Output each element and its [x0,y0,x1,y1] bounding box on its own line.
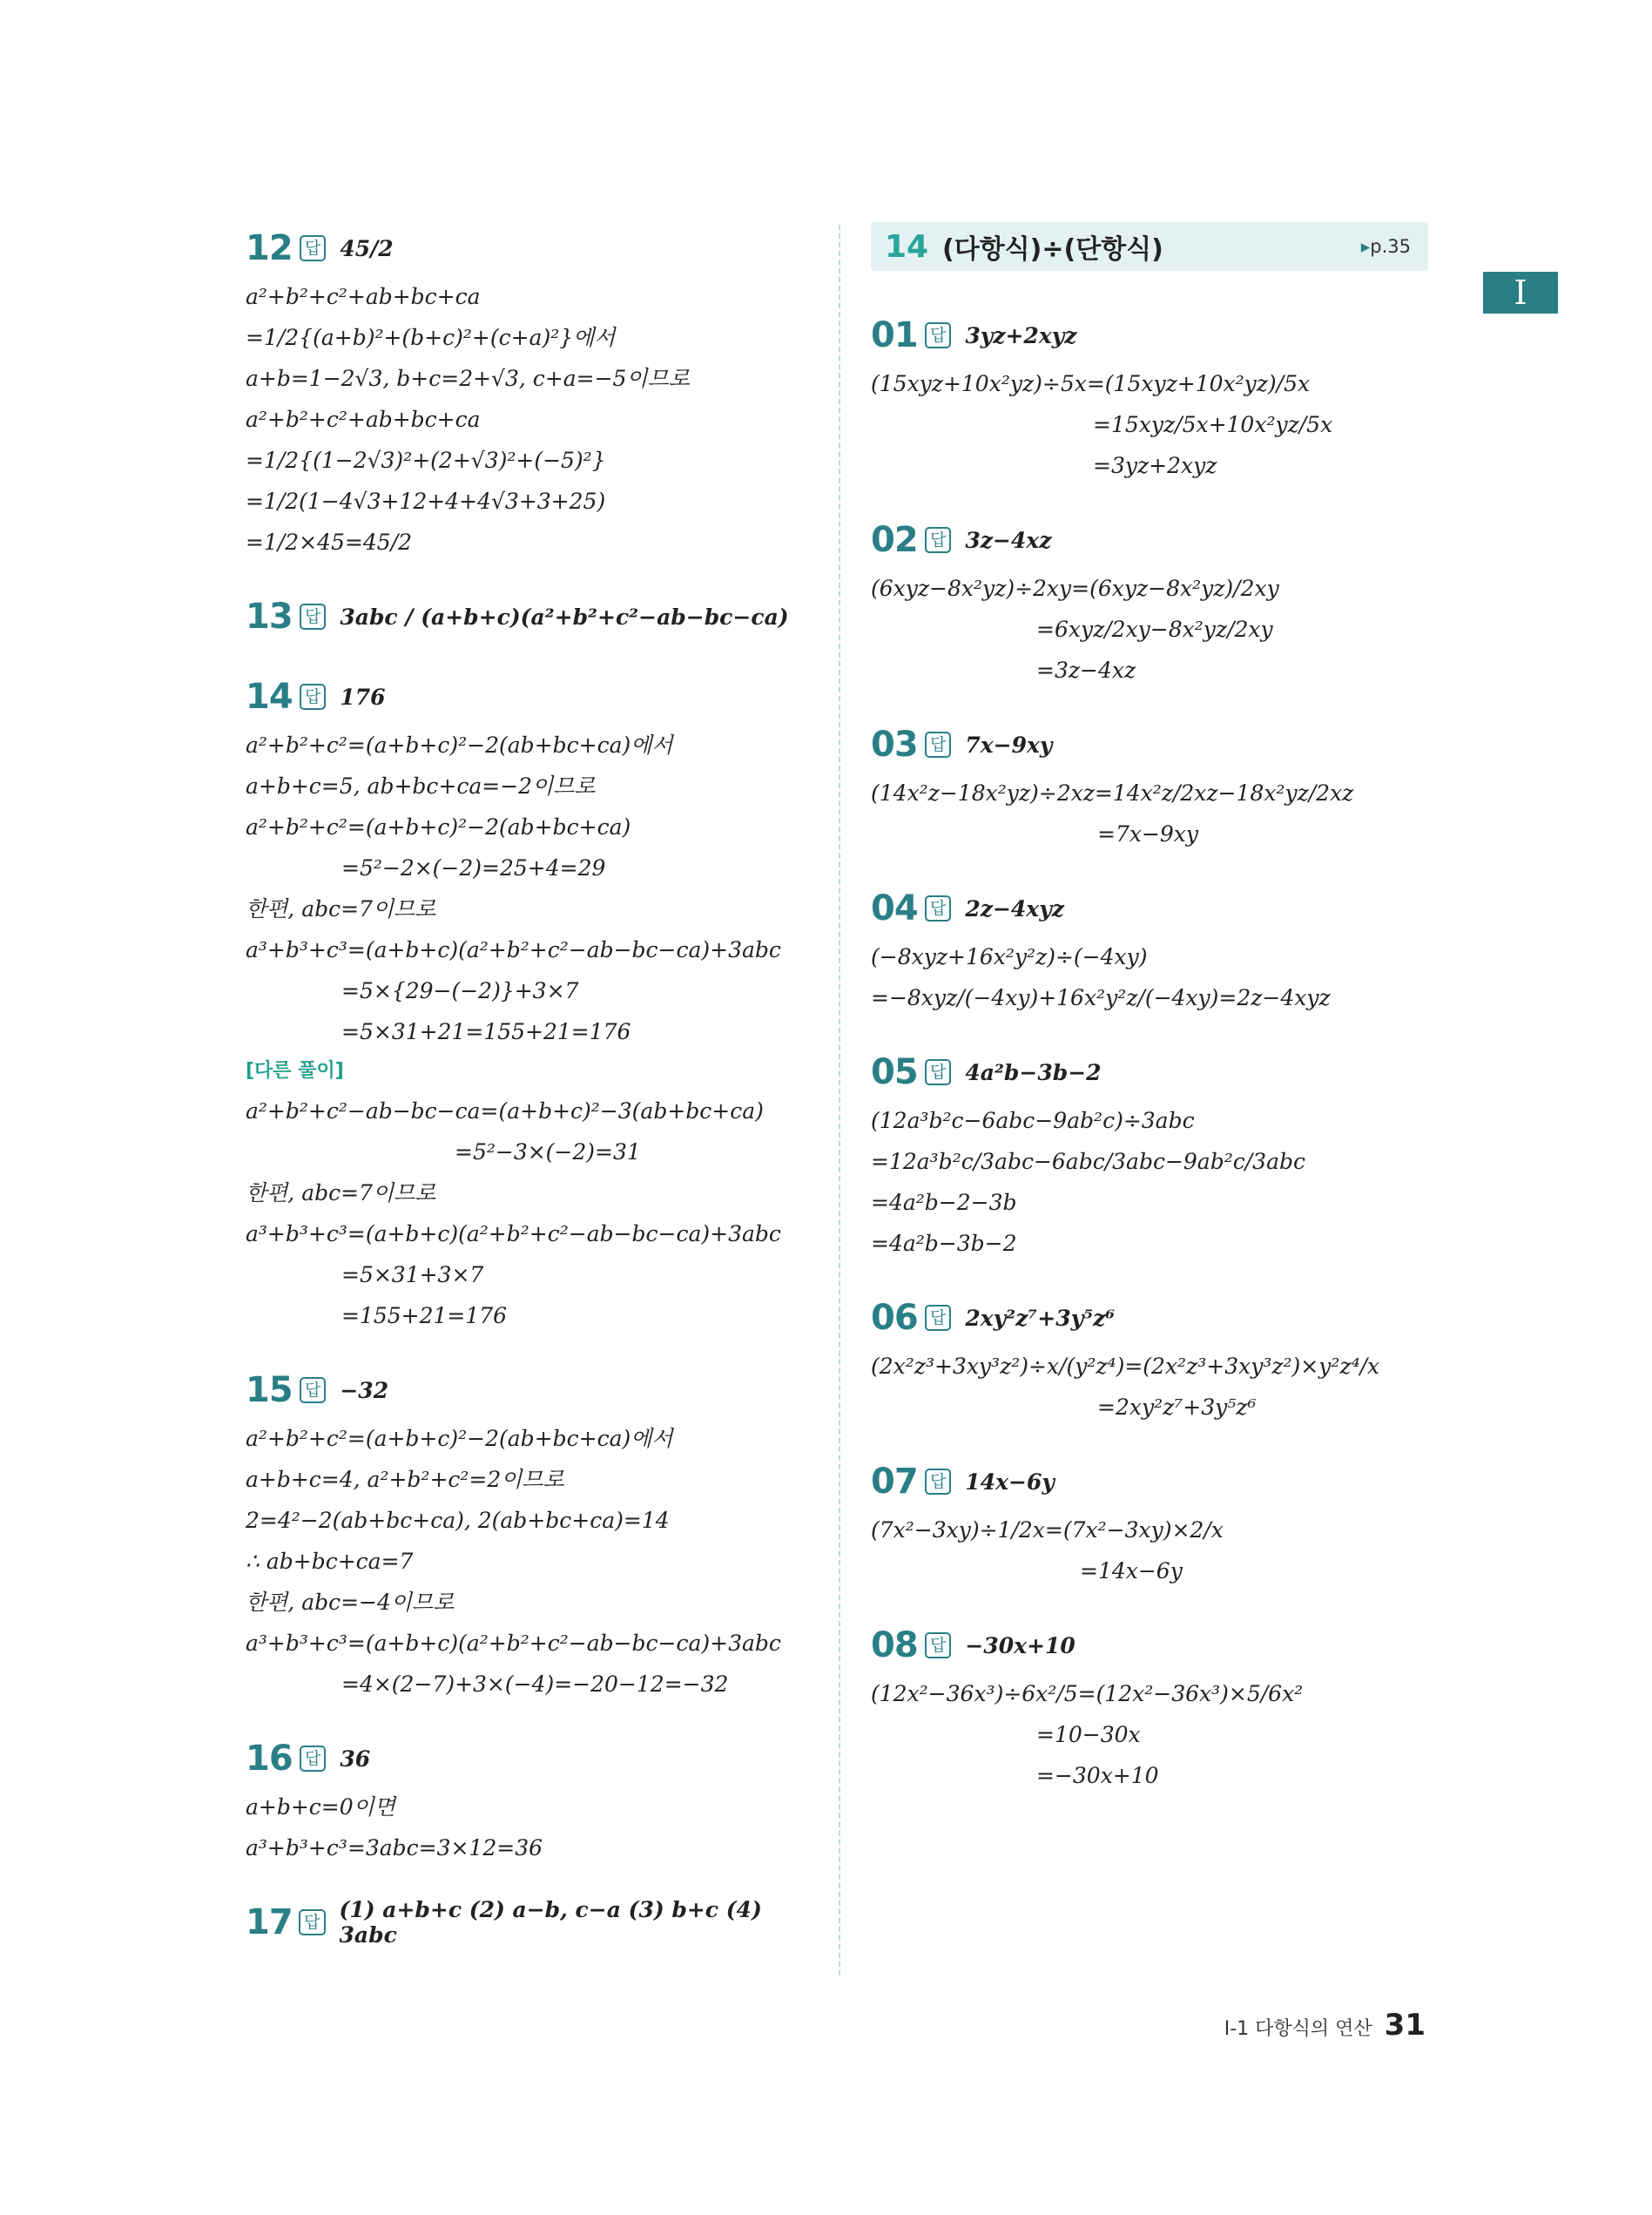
solution-line: (−8xyz+16x²y²z)÷(−4xy) [871,944,1148,969]
answer: 3abc / (a+b+c)(a²+b²+c²−ab−bc−ca) [340,604,789,630]
column-divider [839,225,840,1975]
problem-number: 03 [871,725,918,765]
problem-01 [871,309,1428,486]
answer-badge: 답 [925,1305,951,1331]
problem-number: 13 [246,597,293,637]
answer: 176 [340,684,386,710]
problem-header [871,719,1428,771]
solution-line: (15xyz+10x²yz)÷5x=(15xyz+10x²yz)/5x [871,371,1311,396]
problem-header [246,222,820,274]
problem-header [246,1732,820,1785]
solution-line: =155+21=176 [341,1303,508,1328]
problem-header [871,1046,1428,1098]
problem-05 [871,1046,1428,1264]
solution-line: =3z−4xz [1036,658,1136,683]
answer-badge: 답 [925,527,951,553]
solution-line: a²+b²+c²+ab+bc+ca [246,407,481,432]
section-title: (다항식)÷(단항식) [942,234,1163,265]
solution-line: ∴ ab+bc+ca=7 [246,1549,414,1574]
solution-line: =5²−3×(−2)=31 [455,1139,641,1165]
solution-line: =1/2{(a+b)²+(b+c)²+(c+a)²}에서 [246,325,616,350]
chapter-label: I-1 다항식의 연산 [1224,2018,1372,2040]
left-column [246,222,820,1976]
answer-badge: 답 [300,1746,326,1772]
problem-header [246,591,820,643]
solution-line: a²+b²+c²+ab+bc+ca [246,284,481,309]
problem-header [871,1619,1428,1671]
section-header [871,222,1428,271]
problem-number: 04 [871,888,918,929]
problem-number: 15 [246,1370,293,1410]
problem-number: 17 [246,1902,293,1942]
problem-04 [871,882,1428,1018]
answer: 3z−4xz [965,527,1052,553]
solution-line: =6xyz/2xy−8x²yz/2xy [1036,617,1273,642]
page-footer [1224,2008,1426,2043]
problem-number: 05 [871,1052,918,1092]
problem-header [246,1364,820,1416]
solution-line: (12x²−36x³)÷6x²/5=(12x²−36x³)×5/6x² [871,1681,1304,1706]
chapter-tab: I [1483,272,1558,314]
problem-number: 14 [246,677,293,717]
answer-badge: 답 [925,1632,951,1658]
solution-line: 한편, abc=7이므로 [246,896,436,922]
answer-badge: 답 [300,684,326,710]
problem-12 [246,222,820,563]
solution-line: =4a²b−2−3b [871,1190,1017,1215]
answer-badge: 답 [299,1909,325,1935]
solution-line: 한편, abc=7이므로 [246,1180,436,1205]
problem-07 [871,1455,1428,1591]
solution-line: =2xy²z⁷+3y⁵z⁶ [1097,1395,1257,1420]
answer: −32 [340,1377,389,1403]
answer-badge: 답 [925,1469,951,1495]
solution-line: =5²−2×(−2)=25+4=29 [341,855,606,881]
solution-line: (12a³b²c−6abc−9ab²c)÷3abc [871,1108,1195,1133]
solution-line: (7x²−3xy)÷1/2x=(7x²−3xy)×2/x [871,1517,1224,1543]
answer: 7x−9xy [965,732,1053,758]
solution-line: =5×{29−(−2)}+3×7 [341,978,579,1003]
problem-header [871,1455,1428,1508]
solution-line: a²+b²+c²−ab−bc−ca=(a+b+c)²−3(ab+bc+ca) [246,1098,764,1124]
solution-line: 한편, abc=−4이므로 [246,1590,455,1615]
solution-line: =10−30x [1036,1722,1141,1747]
solution-line: a²+b²+c²=(a+b+c)²−2(ab+bc+ca)에서 [246,1426,673,1451]
solution-line: (2x²z³+3xy³z²)÷x/(y²z⁴)=(2x²z³+3xy³z²)×y²z⁴/x [871,1354,1380,1379]
solution-line: =−8xyz/(−4xy)+16x²y²z/(−4xy)=2z−4xyz [871,985,1331,1010]
solution-line: a³+b³+c³=(a+b+c)(a²+b²+c²−ab−bc−ca)+3abc [246,1221,781,1246]
answer: 2z−4xyz [965,895,1064,922]
answer-badge: 답 [925,1059,951,1085]
solution-line: =7x−9xy [1097,821,1199,847]
solution-line: a+b=1−2√3, b+c=2+√3, c+a=−5이므로 [246,366,690,391]
solution-line: =1/2×45=45/2 [246,530,413,555]
problem-number: 01 [871,315,918,355]
solution-line: a³+b³+c³=3abc=3×12=36 [246,1835,543,1860]
problem-number: 12 [246,228,293,268]
solution-line: a+b+c=5, ab+bc+ca=−2이므로 [246,773,596,799]
solution-line: =3yz+2xyz [1093,453,1217,478]
solution-line: (6xyz−8x²yz)÷2xy=(6xyz−8x²yz)/2xy [871,576,1279,601]
solution-line: =5×31+21=155+21=176 [341,1019,631,1044]
solution-line: =14x−6y [1080,1558,1183,1584]
problem-number: 16 [246,1739,293,1779]
solution-line: a³+b³+c³=(a+b+c)(a²+b²+c²−ab−bc−ca)+3abc [246,1631,781,1656]
problem-number: 06 [871,1298,918,1338]
solution-line: a+b+c=4, a²+b²+c²=2이므로 [246,1467,564,1492]
answer-badge: 답 [300,235,326,261]
problem-17 [246,1896,820,1948]
answer: 2xy²z⁷+3y⁵z⁶ [965,1305,1116,1331]
answer-badge: 답 [925,322,951,348]
solution-line: (14x²z−18x²yz)÷2xz=14x²z/2xz−18x²yz/2xz [871,780,1354,806]
solution-line: =−30x+10 [1036,1763,1159,1788]
answer: 14x−6y [965,1469,1055,1495]
page-reference: ▸ p.35 [1361,236,1411,257]
problem-03 [871,719,1428,854]
answer: 36 [340,1746,371,1772]
problem-header [871,514,1428,566]
solution-line: =12a³b²c/3abc−6abc/3abc−9ab²c/3abc [871,1149,1305,1174]
problem-header [871,1292,1428,1344]
answer-badge: 답 [925,732,951,758]
answer-badge: 답 [925,895,951,922]
problem-13 [246,591,820,643]
problem-header [246,1896,820,1948]
section-number: 14 [885,228,929,265]
solution-line: =1/2{(1−2√3)²+(2+√3)²+(−5)²} [246,448,606,473]
solution-line: =4a²b−3b−2 [871,1231,1017,1256]
problem-number: 08 [871,1625,918,1665]
solution-line: a²+b²+c²=(a+b+c)²−2(ab+bc+ca) [246,814,631,840]
alternate-solution-label: [다른 풀이] [246,1060,344,1082]
solution-line: a+b+c=0이면 [246,1794,395,1820]
solution-line: a²+b²+c²=(a+b+c)²−2(ab+bc+ca)에서 [246,733,673,758]
solution-line: =5×31+3×7 [341,1262,484,1287]
solution-line: a³+b³+c³=(a+b+c)(a²+b²+c²−ab−bc−ca)+3abc [246,937,781,962]
problem-header [871,309,1428,361]
answer: 45/2 [340,235,394,261]
solution-line: =4×(2−7)+3×(−4)=−20−12=−32 [341,1671,729,1697]
problem-02 [871,514,1428,691]
solution-line: =1/2(1−4√3+12+4+4√3+3+25) [246,489,606,514]
problem-number: 07 [871,1462,918,1502]
solution-line: 2=4²−2(ab+bc+ca), 2(ab+bc+ca)=14 [246,1508,670,1533]
answer-badge: 답 [300,1377,326,1403]
answer: 4a²b−3b−2 [965,1059,1102,1085]
answer: 3yz+2xyz [965,322,1077,348]
answer: −30x+10 [965,1632,1075,1658]
problem-06 [871,1292,1428,1428]
problem-14 [246,671,820,1336]
problem-15 [246,1364,820,1705]
right-column [871,222,1428,1824]
problem-08 [871,1619,1428,1796]
problem-header [246,671,820,723]
solution-line: =15xyz/5x+10x²yz/5x [1093,412,1333,437]
problem-header [871,882,1428,935]
answer: (1) a+b+c (2) a−b, c−a (3) b+c (4) 3abc [339,1897,762,1948]
answer-badge: 답 [300,604,326,630]
problem-16 [246,1732,820,1868]
problem-number: 02 [871,520,918,560]
page-number: 31 [1384,2008,1426,2043]
